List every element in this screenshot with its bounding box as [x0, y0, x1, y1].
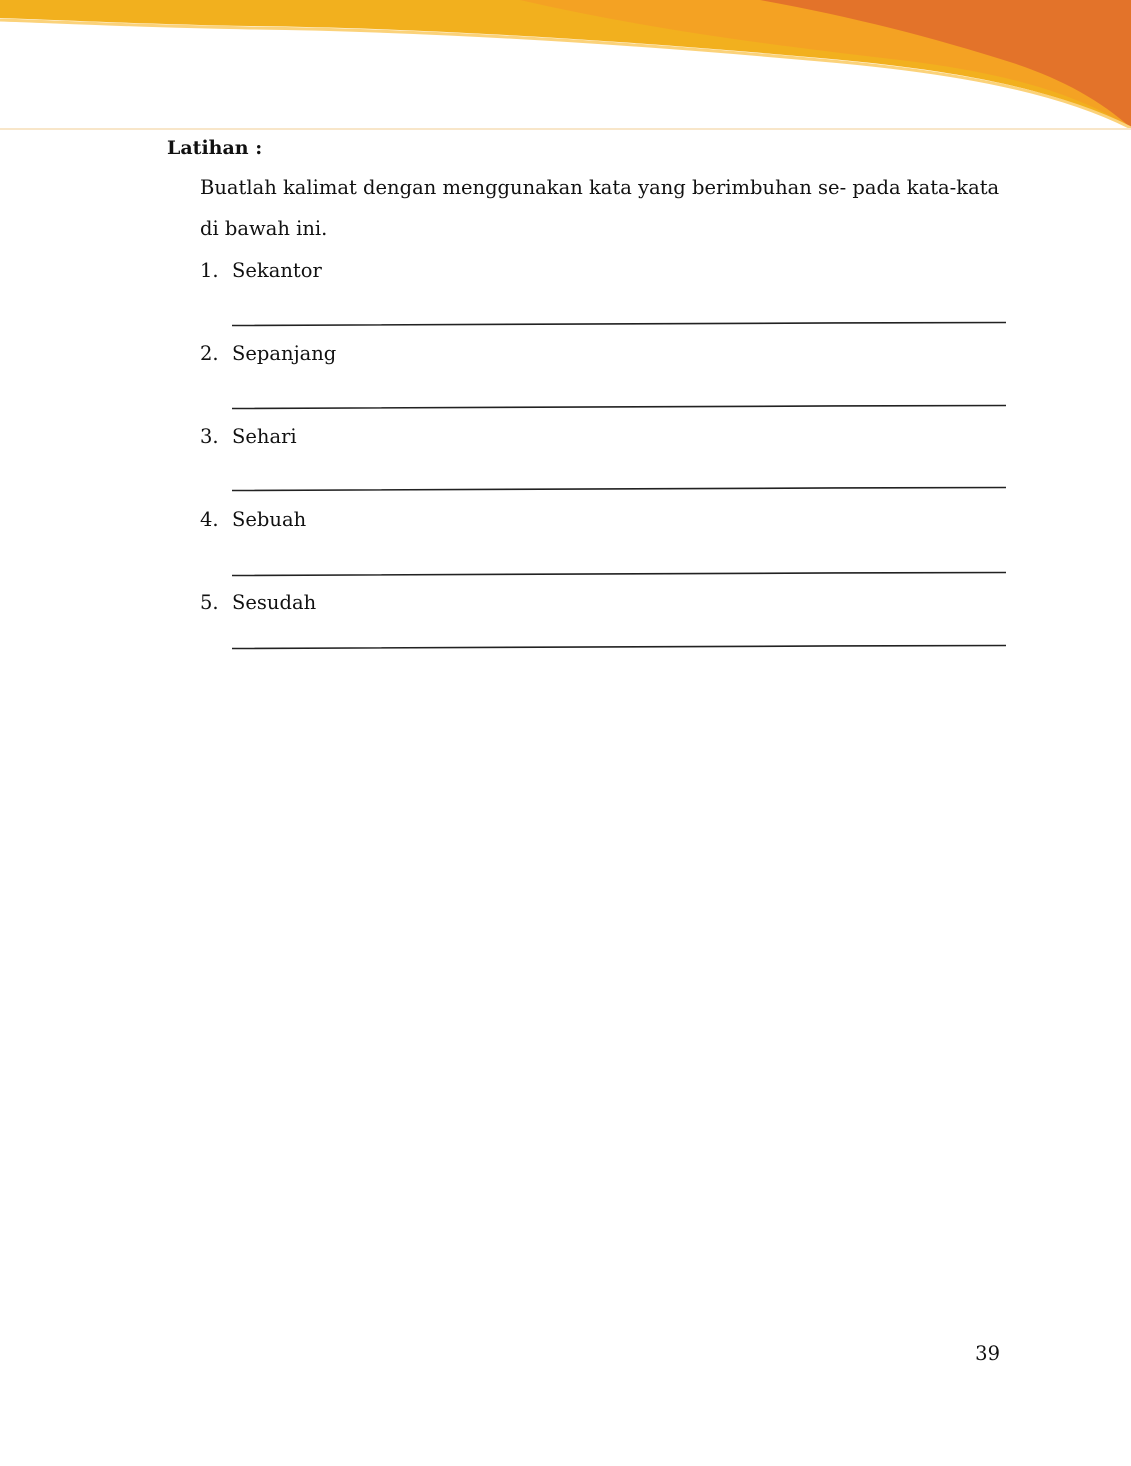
item-word: Sesudah [232, 591, 317, 614]
answer-line-1[interactable] [232, 321, 1006, 327]
answer-line-3[interactable] [232, 486, 1006, 492]
exercise-item-2 [200, 340, 1010, 380]
item-number: 3. [200, 425, 219, 448]
item-number: 5. [200, 591, 219, 614]
exercise-item-1 [200, 257, 1010, 297]
exercise-item-3 [200, 423, 1010, 463]
item-word: Sekantor [232, 259, 322, 282]
item-number: 1. [200, 259, 219, 282]
exercise-item-4 [200, 506, 1010, 546]
header-wave-decoration [0, 0, 1131, 135]
item-number: 4. [200, 508, 219, 531]
item-number: 2. [200, 342, 219, 365]
answer-line-5[interactable] [232, 644, 1006, 650]
item-word: Sepanjang [232, 342, 337, 365]
section-title: Latihan : [167, 137, 263, 159]
answer-line-4[interactable] [232, 571, 1006, 577]
instruction-text-line-1: Buatlah kalimat dengan menggunakan kata yang berimbuhan se- pada kata-kata [200, 176, 1000, 199]
item-word: Sebuah [232, 508, 307, 531]
answer-line-2[interactable] [232, 404, 1006, 410]
item-word: Sehari [232, 425, 297, 448]
instruction-text-line-2: di bawah ini. [200, 217, 328, 240]
exercise-item-5 [200, 589, 1010, 629]
header-rule [0, 128, 1131, 130]
page-number: 39 [975, 1342, 1000, 1365]
